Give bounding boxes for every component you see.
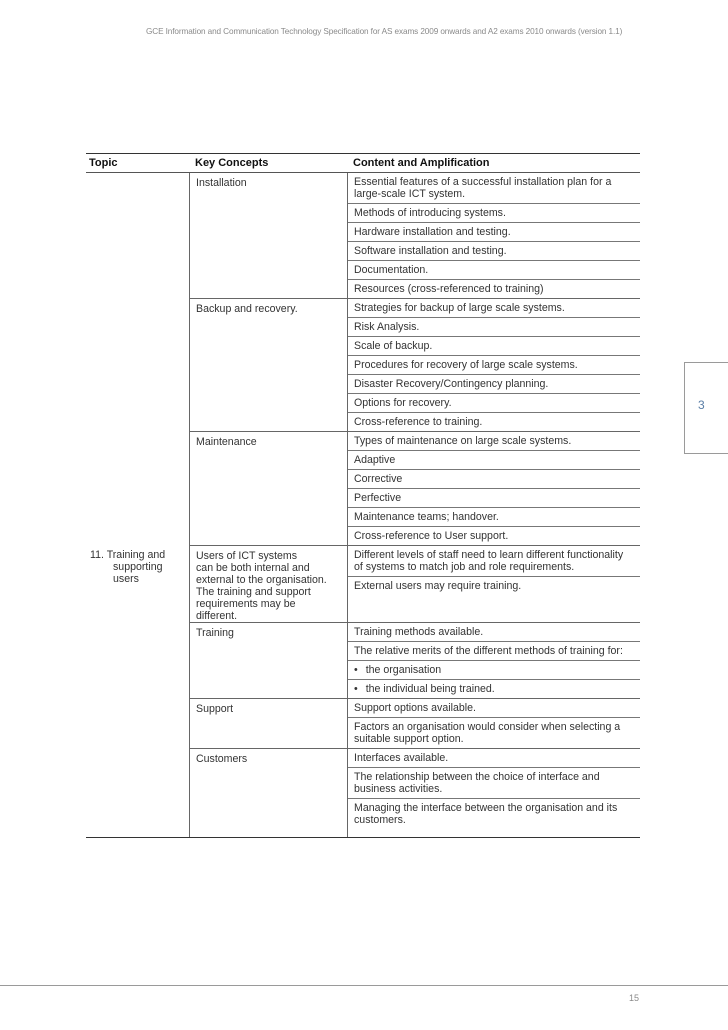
content-item: The relative merits of the different methods of training for: — [348, 641, 640, 660]
content-item: Support options available. — [354, 702, 476, 714]
content-item: Factors an organisation would consider when selecting a suitable support option. — [348, 717, 640, 748]
content-item: Procedures for recovery of large scale systems. — [348, 355, 640, 374]
content-item: Managing the interface between the organisation and its customers. — [348, 798, 640, 829]
header-content: Content and Amplification — [353, 157, 490, 169]
page-header: GCE Information and Communication Technology Specification for AS exams 2009 onwards and A2 exams 2010 onwards (version 1.1) — [146, 27, 623, 36]
content-item: Documentation. — [348, 260, 640, 279]
topic-block-continued — [86, 173, 640, 546]
content-item: Adaptive — [348, 450, 640, 469]
table-row — [189, 749, 640, 837]
content-item: Maintenance teams; handover. — [348, 507, 640, 526]
content-item: Scale of backup. — [348, 336, 640, 355]
topic-cell-empty — [86, 173, 189, 546]
bullet-item: • the individual being trained. — [348, 679, 640, 698]
table-row — [189, 173, 640, 299]
content-item: Resources (cross-referenced to training) — [348, 279, 640, 298]
header-topic: Topic — [89, 157, 118, 169]
concept-support: Support — [189, 699, 347, 748]
concept-customers: Customers — [189, 749, 347, 837]
topic-cell: 11. Training and supporting users — [90, 549, 166, 585]
concept-users: Users of ICT systems can be both internal and external to the organisation. The training and support requirements may be different. — [189, 546, 347, 622]
table-row — [189, 699, 640, 749]
concept-installation: Installation — [189, 173, 347, 298]
content-item: The relationship between the choice of interface and business activities. — [348, 767, 640, 798]
content-cell — [347, 749, 640, 837]
section-number: 3 — [698, 398, 705, 412]
content-item: Corrective — [348, 469, 640, 488]
section-tab — [684, 362, 728, 454]
content-cell — [347, 623, 640, 698]
content-cell — [347, 299, 640, 431]
content-item: Perfective — [348, 488, 640, 507]
content-item: Essential features of a successful installation plan for a large-scale ICT system. — [354, 176, 612, 200]
content-cell — [347, 699, 640, 748]
table-row — [189, 546, 640, 623]
concept-training: Training — [189, 623, 347, 698]
content-item: Interfaces available. — [354, 752, 449, 764]
content-item: Cross-reference to User support. — [348, 526, 640, 545]
content-item: Training methods available. — [354, 626, 484, 638]
table-header-row — [86, 153, 640, 173]
table-row — [189, 432, 640, 546]
topic-block-11 — [86, 546, 640, 837]
specification-table — [86, 153, 640, 838]
content-item: Different levels of staff need to learn different functionality of systems to match job and role requirements. — [354, 549, 624, 573]
bullet-item: • the organisation — [348, 660, 640, 679]
content-item: Risk Analysis. — [348, 317, 640, 336]
content-item: Strategies for backup of large scale systems. — [354, 302, 565, 314]
content-item: Disaster Recovery/Contingency planning. — [348, 374, 640, 393]
page-number: 15 — [629, 993, 640, 1003]
concept-backup: Backup and recovery. — [189, 299, 347, 431]
content-cell — [347, 432, 640, 545]
content-item: Types of maintenance on large scale systems. — [354, 435, 572, 447]
content-item: Software installation and testing. — [348, 241, 640, 260]
content-cell — [347, 173, 640, 298]
footer-rule — [0, 985, 728, 986]
content-item: Hardware installation and testing. — [348, 222, 640, 241]
concept-maintenance: Maintenance — [189, 432, 347, 545]
table-row — [189, 299, 640, 432]
content-item: Cross-reference to training. — [348, 412, 640, 431]
content-item: External users may require training. — [348, 576, 640, 595]
table-row — [189, 623, 640, 699]
table-bottom-rule — [86, 837, 640, 838]
content-cell — [347, 546, 640, 622]
content-item: Options for recovery. — [348, 393, 640, 412]
header-key-concepts: Key Concepts — [195, 157, 269, 169]
content-item: Methods of introducing systems. — [348, 203, 640, 222]
